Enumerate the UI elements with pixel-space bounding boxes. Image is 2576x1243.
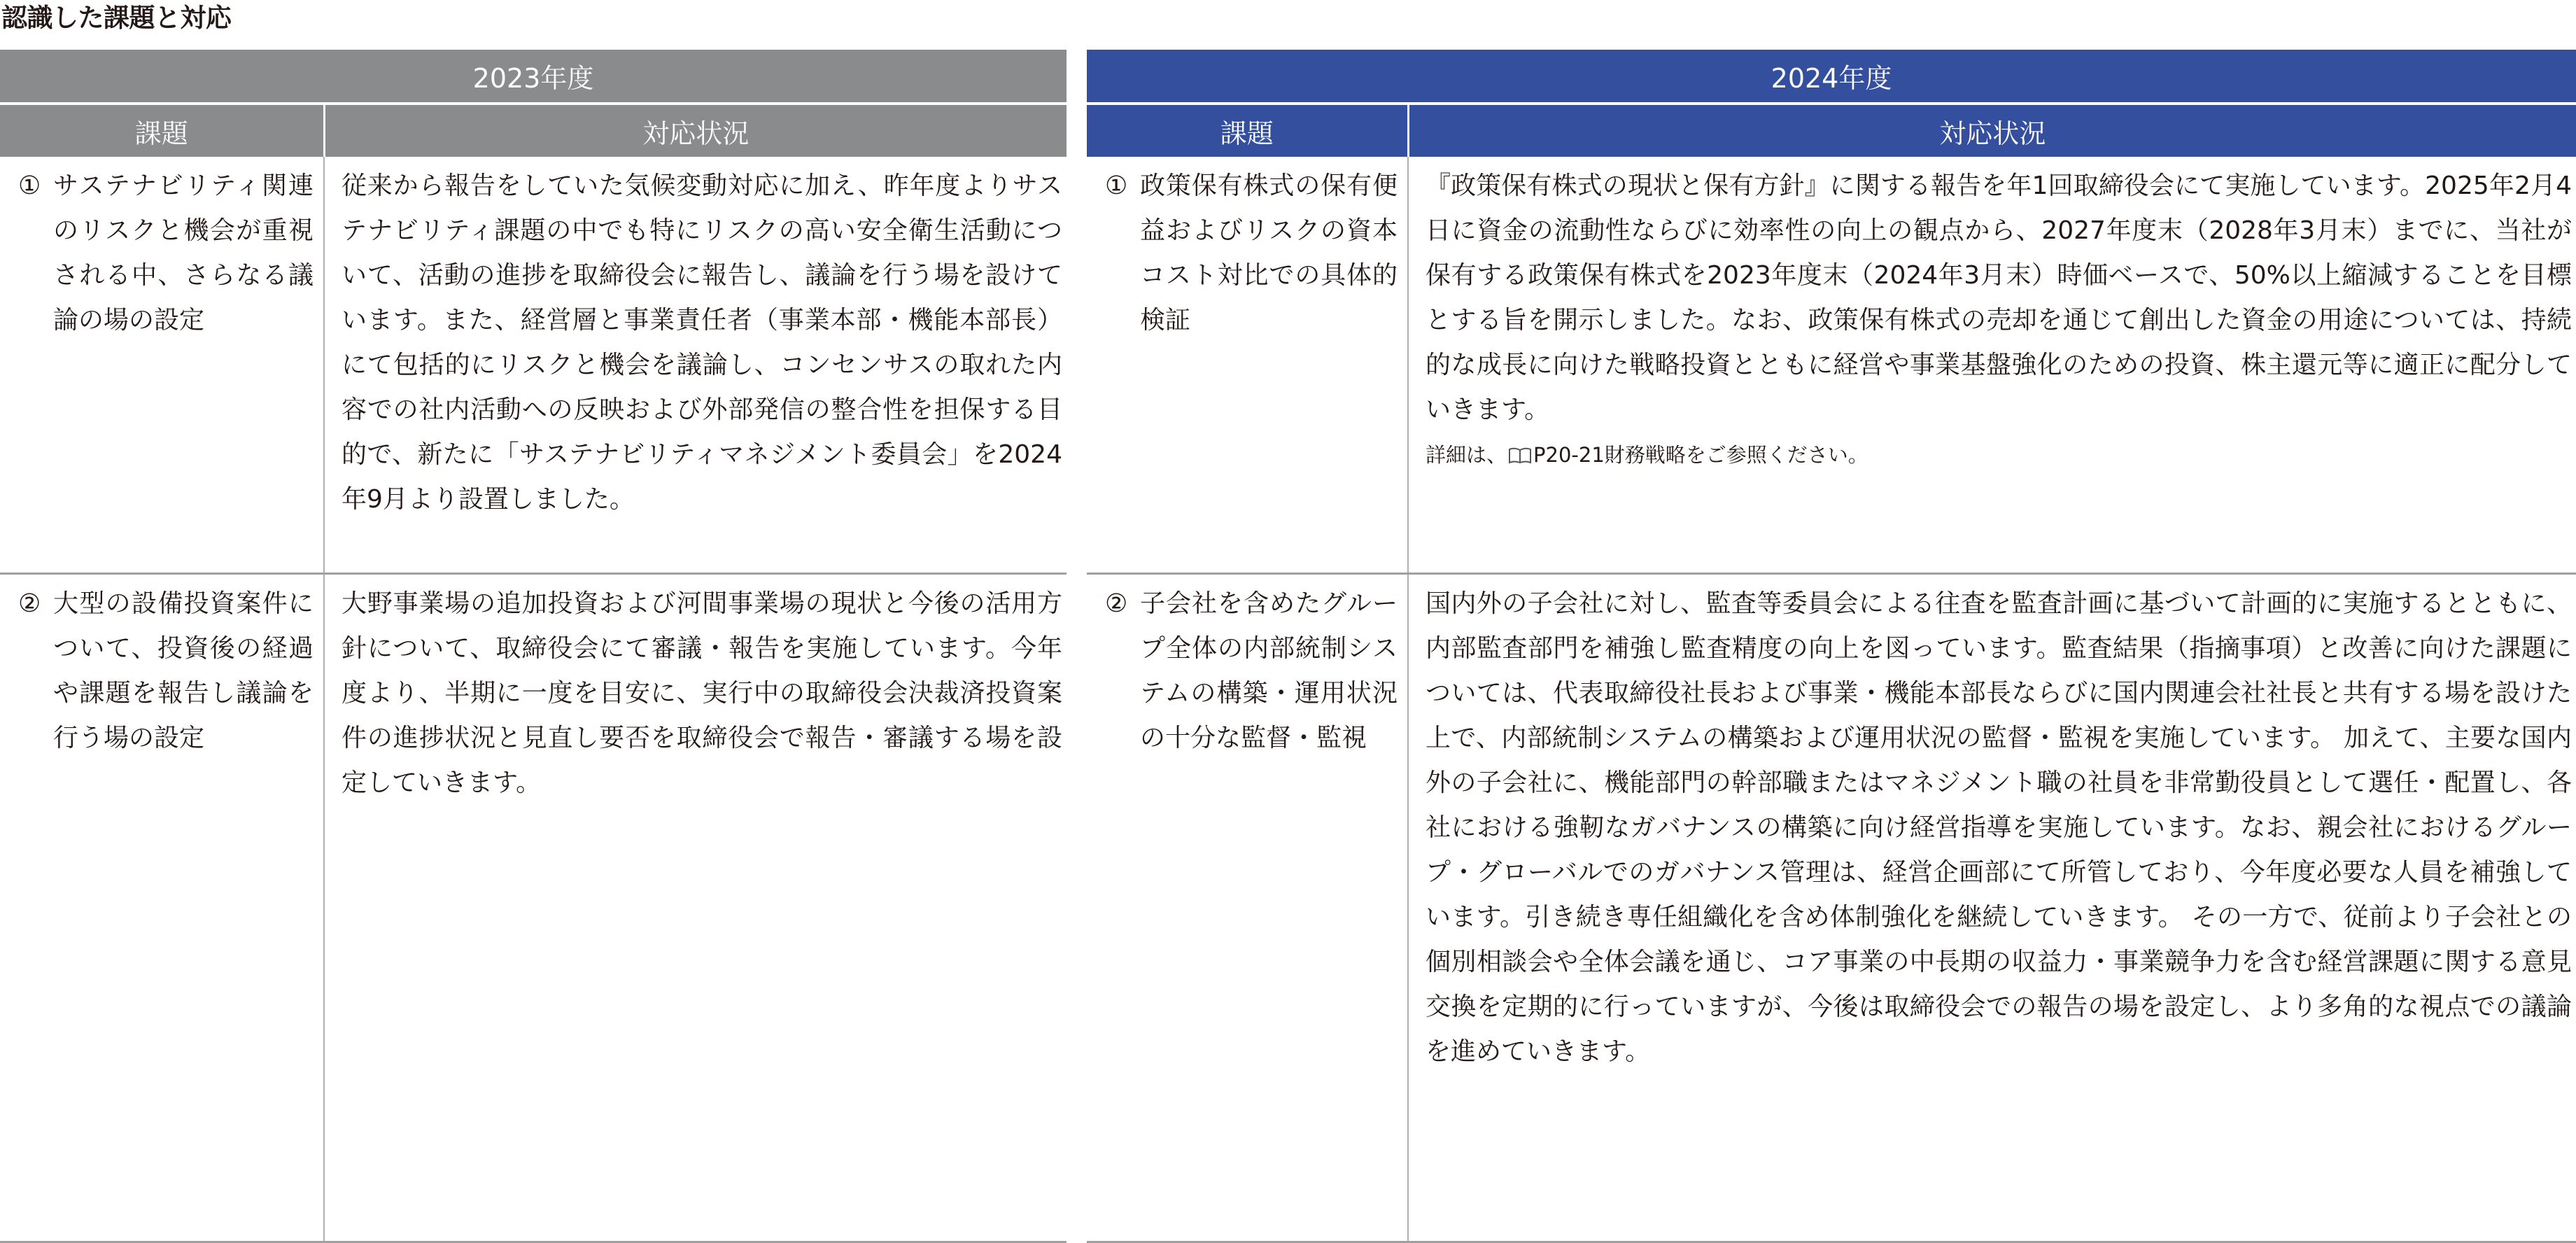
status-cell [324,157,1067,574]
status-cell [1408,157,2576,574]
status-text: 従来から報告をしていた気候変動対応に加え、昨年度よりサステナビリティ課題の中でも特にリスクの高い安全衛生活動について、活動の進捗を取締役会に報告し、議論を行う場を設けています。また、経営層と事業責任者（事業本部・機能本部長）にて包括的にリスクと機会を議論し、コンセンサスの取れた内容での社内活動への反映および外部発信の整合性を担保する目的で、新たに「サステナビリティマネジメント委員会」を2024年9月より設置しました。 [342,171,1062,514]
issue-text: 政策保有株式の保有便益およびリスクの資本コスト対比での具体的検証 [1140,171,1398,335]
reference-note [1426,434,2572,476]
issue-text: 大型の設備投資案件について、投資後の経過や課題を報告し議論を行う場の設定 [53,589,314,752]
issue-cell [0,157,324,574]
issue-number: ② [18,589,41,618]
note-prefix: 詳細は、 [1426,443,1507,467]
issue-text: サステナビリティ関連のリスクと機会が重視される中、さらなる議論の場の設定 [53,171,314,335]
issue-number: ② [1105,589,1128,618]
status-text: 国内外の子会社に対し、監査等委員会による往査を監査計画に基づいて計画的に実施するとともに、内部監査部門を補強し監査精度の向上を図っています。監査結果（指摘事項）と改善に向けた課題については、代表取締役社長および事業・機能本部長ならびに国内関連会社社長と共有する場を設けた上で、内部統制システムの構築および運用状況の監督・監視を実施しています。 加えて、主要な国内外の子会社に、機能部門の幹部職またはマネジメント職の社員を非常勤役員として選任・配置し、各社における強靭なガバナンスの構築に向け経営指導を実施しています。なお、親会社におけるグループ・グローバルでのガバナンス管理は、経営企画部にて所管しており、今年度必要な人員を補強しています。引き続き専任組織化を含め体制強化を継続していきます。 その一方で、従前より子会社との個別相談会や全体会議を通じ、コア事業の中長期の収益力・事業競争力を含む経営課題に関する意見交換を定期的に行っていますが、今後は取締役会での報告の場を設定し、より多角的な視点での議論を進めていきます。 [1426,589,2572,1066]
issue-text: 子会社を含めたグループ全体の内部統制システムの構築・運用状況の十分な監督・監視 [1140,589,1398,752]
status-text: 『政策保有株式の現状と保有方針』に関する報告を年1回取締役会にて実施しています。2025年2月4日に資金の流動性ならびに効率性の向上の観点から、2027年度末（2028年3月末）までに、当社が保有する政策保有株式を2023年度末（2024年3月末）時価ベースで、50%以上縮減することを目標とする旨を開示しました。なお、政策保有株式の売却を通じて創出した資金の用途については、持続的な成長に向けた戦略投資とともに経営や事業基盤強化のための投資、株主還元等に適正に配分していきます。 [1426,171,2572,424]
table-row [0,157,1067,574]
issue-number: ① [18,171,41,200]
status-text: 大野事業場の追加投資および河間事業場の現状と今後の活用方針について、取締役会にて審議・報告を実施しています。今年度より、半期に一度を目安に、実行中の取締役会決裁済投資案件の進捗状況と見直し要否を取締役会で報告・審議する場を設定していきます。 [342,589,1062,797]
column-header-issue: 課題 [1087,104,1408,157]
book-icon [1508,436,1532,453]
table-row [1087,574,2576,1242]
issue-number: ① [1105,171,1128,200]
table-row [0,574,1067,1242]
issue-cell [1087,574,1408,1242]
table-2023 [0,50,1067,1243]
column-header-issue: 課題 [0,104,324,157]
column-header-status: 対応状況 [324,104,1067,157]
issue-cell [1087,157,1408,574]
year-header-2023: 2023年度 [0,50,1067,104]
table-2024 [1087,50,2576,1243]
issue-cell [0,574,324,1242]
year-header-2024: 2024年度 [1087,50,2576,104]
column-header-status: 対応状況 [1408,104,2576,157]
page-title: 認識した課題と対応 [1,3,232,33]
status-cell [324,574,1067,1242]
status-cell [1408,574,2576,1242]
table-row [1087,157,2576,574]
page-reference-link[interactable]: P20-21財務戦略をご参照ください。 [1533,443,1868,467]
